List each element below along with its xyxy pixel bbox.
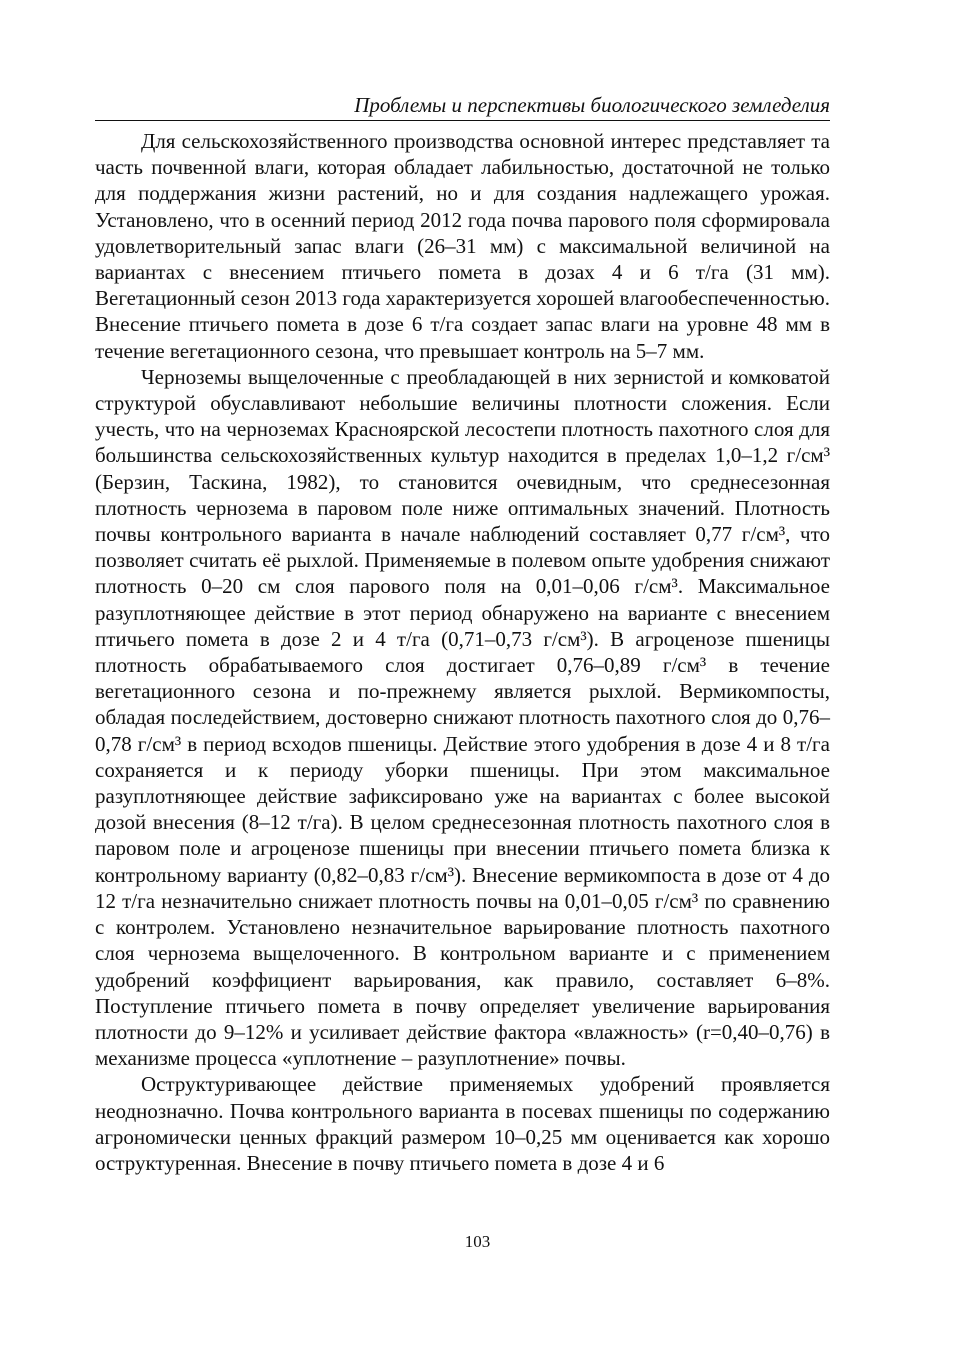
- paragraph-soil-structure: Оструктуривающее действие применяемых удобрений проявляется неоднозначно. Почва контрольного варианта в посевах пшеницы по содержанию агрономически ценных фракций размером 10–0,25 мм оценивается как хорошо оструктуренная. Внесение в почву птичьего помета в дозе 4 и 6: [95, 1072, 830, 1175]
- page-number: 103: [464, 1232, 491, 1251]
- paragraph-soil-density: Черноземы выщелоченные с преобладающей в них зернистой и комковатой структурой обуславливают небольшие величины плотности сложения. Если учесть, что на черноземах Красноярской лесостепи плотность пахотного слоя для большинства сельскохозяйственных культур находится в пределах 1,0–1,2 г/см³ (Берзин, Таскина, 1982), то становится очевидным, что среднесезонная плотность чернозема в паровом поле ниже оптимальных значений. Плотность почвы контрольного варианта в начале наблюдений составляет 0,77 г/см³, что позволяет считать её рыхлой. Применяемые в полевом опыте удобрения снижают плотность 0–20 см слоя парового поля на 0,01–0,06 г/см³. Максимальное разуплотняющее действие в этот период обнаружено на варианте с внесением птичьего помета в дозе 2 и 4 т/га (0,71–0,73 г/см³). В агроценозе пшеницы плотность обрабатываемого слоя достигает 0,76–0,89 г/см³ в течение вегетационного сезона и по-прежнему является рыхлой. Вермикомпосты, обладая последействием, достоверно снижают плотность пахотного слоя до 0,76–0,78 г/см³ в период всходов пшеницы. Действие этого удобрения в дозе 4 и 8 т/га сохраняется и к периоду уборки пшеницы. При этом максимальное разуплотняющее действие зафиксировано уже на вариантах с более высокой дозой внесения (8–12 т/га). В целом среднесезонная плотность пахотного слоя в паровом поле и агроценозе пшеницы при внесении птичьего помета близка к контрольному варианту (0,82–0,83 г/см³). Внесение вермикомпоста в дозе от 4 до 12 т/га незначительно снижает плотность почвы на 0,01–0,05 г/см³ по сравнению с контролем. Установлено незначительное варьирование плотность пахотного слоя чернозема выщелоченного. В контрольном варианте и с применением удобрений коэффициент варьирования, как правило, составляет 6–8%. Поступление птичьего помета в почву определяет увеличение варьирования плотности до 9–12% и усиливает действие фактора «влажность» (r=0,40–0,76) в механизме процесса «уплотнение – разуплотнение» почвы.: [95, 364, 830, 1071]
- body-text: [95, 128, 830, 1176]
- paragraph-soil-moisture: Для сельскохозяйственного производства основной интерес представляет та часть почвенной влаги, которая обладает лабильностью, достаточной не только для поддержания жизни растений, но и для создания надлежащего урожая. Установлено, что в осенний период 2012 года почва парового поля сформировала удовлетворительный запас влаги (26–31 мм) с максимальной величиной на вариантах с внесением птичьего помета в дозах 4 и 6 т/га (31 мм). Вегетационный сезон 2013 года характеризуется хорошей влагообеспеченностью. Внесение птичьего помета в дозе 6 т/га создает запас влаги на уровне 48 мм в течение вегетационного сезона, что превышает контроль на 5–7 мм.: [95, 129, 830, 363]
- running-header: Проблемы и перспективы биологического земледелия: [95, 92, 830, 121]
